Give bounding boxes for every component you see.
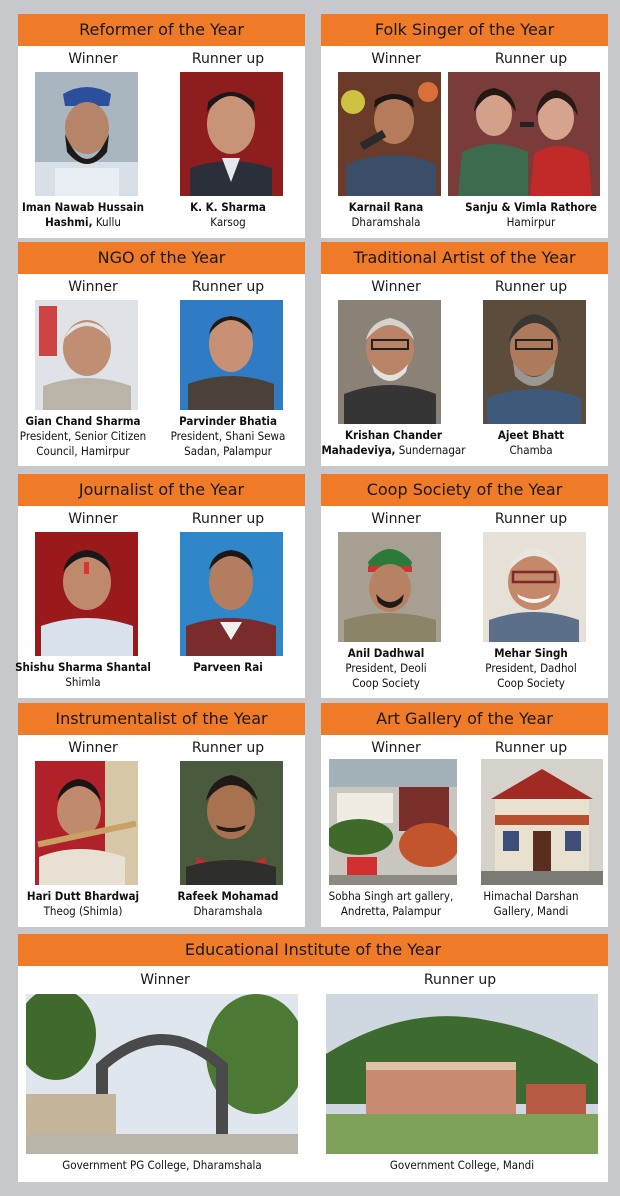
winner-name: Gian Chand Sharma [25,414,141,428]
runner-up-photo [180,72,283,196]
runner-up-detail: Government College, Mandi [389,1158,535,1172]
winner-label: Winner [371,51,421,67]
runner-up-name: Ajeet Bhatt [497,428,565,442]
runner-up-name: Sanju & Vimla Rathore [465,200,597,214]
winner-photo [35,300,138,410]
panel-folk-singer [321,14,608,238]
panel-instrumentalist [18,703,305,927]
winner-label: Winner [371,279,421,295]
winner-caption [13,200,153,230]
panel-title: Art Gallery of the Year [321,703,608,735]
winner-name: Anil Dadhwal [347,646,425,660]
winner-caption [316,646,456,691]
winner-photo [338,532,441,642]
runner-up-caption [456,200,606,230]
runner-up-caption [461,646,601,691]
panel-title: Educational Institute of the Year [18,934,608,966]
runner-up-detail-2: Gallery, Mandi [493,904,569,918]
runner-up-detail-1: President, Dadhol [485,661,577,675]
panel-ngo [18,242,305,466]
winner-name-detail: Hashmi, Kullu [45,215,121,229]
winner-caption [13,660,153,690]
runner-up-caption [158,200,298,230]
runner-up-photo [483,532,586,642]
runner-up-label: Runner up [494,511,568,527]
winner-name: Hari Dutt Bhardwaj [26,889,140,903]
winner-photo [26,994,298,1154]
runner-up-detail: Karsog [210,215,246,229]
runner-up-label: Runner up [494,740,568,756]
winner-detail-2: Council, Hamirpur [36,444,130,458]
runner-up-name: K. K. Sharma [190,200,266,214]
runner-up-label: Runner up [494,51,568,67]
winner-name: Iman Nawab Hussain [22,200,144,214]
runner-up-caption [461,428,601,458]
winner-label: Winner [371,511,421,527]
winner-detail-1: President, Senior Citizen [19,429,147,443]
winner-label: Winner [68,279,118,295]
runner-up-name: Parvinder Bhatia [179,414,277,428]
winner-detail-1: Sobha Singh art gallery, [328,889,454,903]
winner-caption [316,200,456,230]
runner-up-photo [180,300,283,410]
winner-label: Winner [68,511,118,527]
runner-up-caption [326,1158,598,1173]
winner-caption [13,414,153,459]
runner-up-detail-2: Coop Society [497,676,565,690]
panel-journalist [15,474,305,698]
winner-label: Winner [371,740,421,756]
winner-photo [329,759,457,885]
winner-photo [35,761,138,885]
panel-title: Folk Singer of the Year [321,14,608,46]
runner-up-caption [158,660,298,675]
runner-up-photo [481,759,603,885]
winner-photo [35,72,138,196]
runner-up-caption [461,889,601,919]
panel-coop-society [321,474,608,698]
panel-educational-institute [18,934,608,1182]
winner-photo [338,300,441,424]
runner-up-name: Parveen Rai [193,660,263,674]
winner-photo [35,532,138,656]
winner-detail-1: President, Deoli [345,661,427,675]
runner-up-photo [448,72,600,196]
winner-name: Shishu Sharma Shantal [15,660,151,674]
winner-detail: Shimla [65,675,101,689]
winner-detail-2: Andretta, Palampur [340,904,442,918]
runner-up-label: Runner up [191,740,265,756]
winner-photo [338,72,441,196]
winner-detail: Government PG College, Dharamshala [62,1158,262,1172]
winner-caption [316,428,471,458]
panel-title: Reformer of the Year [18,14,305,46]
winner-caption [13,889,153,919]
runner-up-caption [158,414,298,459]
runner-up-photo [180,761,283,885]
runner-up-detail: Hamirpur [506,215,556,229]
winner-label: Winner [68,51,118,67]
runner-up-photo [326,994,598,1154]
winner-detail: Dharamshala [351,215,421,229]
panel-title: Instrumentalist of the Year [18,703,305,735]
runner-up-detail-2: Sadan, Palampur [184,444,272,458]
runner-up-detail-1: Himachal Darshan [483,889,579,903]
runner-up-name: Rafeek Mohamad [177,889,279,903]
runner-up-caption [158,889,298,919]
winner-detail: Theog (Shimla) [43,904,123,918]
runner-up-detail-1: President, Shani Sewa [170,429,286,443]
panel-title: Coop Society of the Year [321,474,608,506]
winner-name: Krishan Chander [345,428,442,442]
runner-up-label: Runner up [191,511,265,527]
panel-traditional-artist [321,242,608,466]
panel-title: Journalist of the Year [18,474,305,506]
winner-name-detail: Mahadeviya, Sundernagar [321,443,466,457]
winner-caption [316,889,466,919]
panel-title: Traditional Artist of the Year [321,242,608,274]
winner-detail-2: Coop Society [352,676,420,690]
winner-label: Winner [140,972,190,988]
runner-up-detail: Dharamshala [193,904,263,918]
runner-up-photo [180,532,283,656]
panel-art-gallery [321,703,608,927]
runner-up-label: Runner up [191,51,265,67]
winner-label: Winner [68,740,118,756]
runner-up-label: Runner up [494,279,568,295]
panel-reformer [18,14,305,238]
runner-up-detail: Chamba [509,443,553,457]
runner-up-name: Mehar Singh [494,646,568,660]
runner-up-label: Runner up [423,972,497,988]
winner-caption [26,1158,298,1173]
winner-name: Karnail Rana [348,200,424,214]
panel-title: NGO of the Year [18,242,305,274]
runner-up-label: Runner up [191,279,265,295]
runner-up-photo [483,300,586,424]
